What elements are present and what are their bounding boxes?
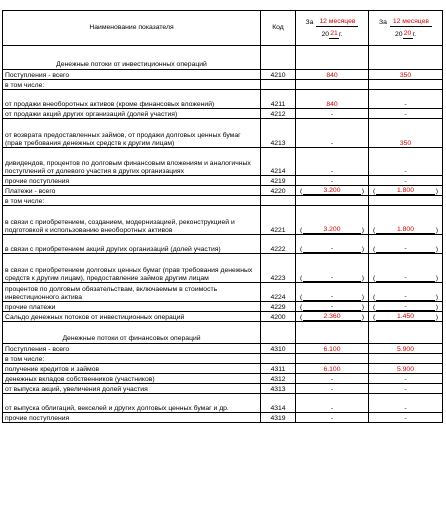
year-value: 20 (403, 29, 412, 37)
value-previous-year: - (369, 176, 443, 186)
value-previous-year (369, 46, 443, 70)
value-current-year (296, 302, 369, 312)
value-current-year: 6.100 (296, 344, 369, 354)
value-previous-year: - (369, 148, 443, 176)
amount: 1.800 (376, 187, 434, 195)
paren-close: ) (435, 303, 438, 311)
row-code (261, 354, 296, 364)
value-previous-year (369, 254, 443, 283)
value-current-year: 840 (296, 70, 369, 80)
paren-close: ) (361, 303, 364, 311)
period-prefix: За (305, 18, 314, 26)
value-current-year (296, 312, 369, 322)
amount: - (303, 303, 360, 311)
row-code: 4200 (261, 312, 296, 322)
amount: - (376, 303, 434, 311)
paren-close: ) (435, 226, 438, 234)
period-length: 12 месяцев (390, 18, 432, 27)
paren-open: ( (373, 187, 376, 195)
value-current-year: - (296, 148, 369, 176)
row-name: Денежные потоки от инвестиционных операций (3, 46, 261, 70)
paren-open: ( (300, 245, 303, 253)
cash-flow-report-table (2, 10, 443, 423)
value-previous-year (369, 186, 443, 196)
row-name: в том числе: (3, 80, 261, 90)
value-current-year (296, 254, 369, 283)
value-current-year: 840 (296, 90, 369, 109)
value-previous-year: - (369, 384, 443, 394)
table-row (3, 176, 443, 186)
table-row (3, 109, 443, 119)
table-row (3, 374, 443, 384)
row-name: в том числе: (3, 196, 261, 206)
paren-close: ) (361, 293, 364, 301)
value-current-year (296, 186, 369, 196)
row-name: прочие поступления (3, 176, 261, 186)
value-current-year: - (296, 394, 369, 413)
value-current-year: - (296, 119, 369, 148)
period-length: 12 месяцев (316, 18, 358, 27)
row-name: Денежные потоки от финансовых операций (3, 322, 261, 344)
value-previous-year (369, 235, 443, 254)
row-code: 4310 (261, 344, 296, 354)
value-previous-year (369, 283, 443, 302)
value-current-year (296, 206, 369, 235)
year-prefix: 20 (394, 30, 403, 38)
value-current-year (296, 283, 369, 302)
paren-open: ( (373, 303, 376, 311)
row-name: в том числе: (3, 354, 261, 364)
row-code: 4314 (261, 394, 296, 413)
paren-open: ( (373, 245, 376, 253)
paren-open: ( (373, 293, 376, 301)
row-code: 4229 (261, 302, 296, 312)
value-current-year (296, 196, 369, 206)
table-row (3, 354, 443, 364)
row-name: дивидендов, процентов по долговым финансовым вложениям и аналогичных поступлений от долевого участия в других организациях (3, 148, 261, 176)
paren-close: ) (435, 274, 438, 282)
row-name: в связи с приобретением, созданием, модернизацией, реконструкцией и подготовкой к использованию внеоборотных активов (3, 206, 261, 235)
row-name: процентов по долговым обязательствам, включаемым в стоимость инвестиционного актива (3, 283, 261, 302)
amount: 3.200 (303, 226, 360, 234)
value-current-year: - (296, 109, 369, 119)
row-code (261, 322, 296, 344)
section-header-row (3, 46, 443, 70)
value-current-year: - (296, 176, 369, 186)
row-name: от продажи акций других организаций (долей участия) (3, 109, 261, 119)
row-code: 4224 (261, 283, 296, 302)
table-row (3, 344, 443, 354)
amount: - (376, 293, 434, 301)
value-previous-year (369, 80, 443, 90)
row-name: получение кредитов и займов (3, 364, 261, 374)
value-previous-year (369, 312, 443, 322)
row-name: прочие платежи (3, 302, 261, 312)
row-code: 4313 (261, 384, 296, 394)
table-header-row (3, 11, 443, 46)
row-name: в связи с приобретением акций других организаций (долей участия) (3, 235, 261, 254)
value-current-year (296, 46, 369, 70)
amount: - (376, 245, 434, 253)
value-previous-year (369, 206, 443, 235)
value-previous-year: - (369, 90, 443, 109)
table-row (3, 283, 443, 302)
paren-open: ( (300, 303, 303, 311)
row-code: 4311 (261, 364, 296, 374)
value-current-year: - (296, 413, 369, 423)
row-name: Сальдо денежных потоков от инвестиционных операций (3, 312, 261, 322)
value-previous-year: - (369, 374, 443, 384)
paren-open: ( (373, 274, 376, 282)
table-row (3, 148, 443, 176)
row-code: 4221 (261, 206, 296, 235)
row-code: 4220 (261, 186, 296, 196)
amount: - (303, 293, 360, 301)
row-name: в связи с приобретением долговых ценных бумаг (прав требования денежных средств к другим лицам), предоставление займов другим лицам (3, 254, 261, 283)
value-previous-year: 5.900 (369, 344, 443, 354)
row-code (261, 80, 296, 90)
row-code: 4219 (261, 176, 296, 186)
value-current-year (296, 235, 369, 254)
amount: - (376, 274, 434, 282)
table-row (3, 312, 443, 322)
row-code: 4212 (261, 109, 296, 119)
paren-open: ( (300, 293, 303, 301)
row-code: 4214 (261, 148, 296, 176)
value-previous-year: - (369, 413, 443, 423)
amount: 1.450 (376, 313, 434, 321)
paren-open: ( (300, 274, 303, 282)
paren-open: ( (373, 226, 376, 234)
value-previous-year: - (369, 109, 443, 119)
row-code: 4210 (261, 70, 296, 80)
value-previous-year (369, 302, 443, 312)
amount: - (303, 274, 360, 282)
row-name: Платежи - всего (3, 186, 261, 196)
code-header: Код (261, 11, 296, 46)
value-current-year (296, 80, 369, 90)
row-name: от выпуска облигаций, векселей и других долговых ценных бумаг и др. (3, 394, 261, 413)
table-row (3, 235, 443, 254)
period-header-previous (369, 11, 443, 46)
row-name: прочие поступления (3, 413, 261, 423)
year-suffix: г. (339, 30, 343, 38)
year-prefix: 20 (321, 30, 329, 38)
paren-open: ( (300, 226, 303, 234)
paren-close: ) (361, 245, 364, 253)
table-row (3, 186, 443, 196)
row-code (261, 46, 296, 70)
section-header-row (3, 322, 443, 344)
table-body (3, 46, 443, 423)
row-name: денежных вкладов собственников (участников) (3, 374, 261, 384)
row-code: 4319 (261, 413, 296, 423)
paren-open: ( (300, 187, 303, 195)
value-previous-year (369, 196, 443, 206)
table-row (3, 196, 443, 206)
table-row (3, 119, 443, 148)
row-name: от возврата предоставленных займов, от продажи долговых ценных бумаг (прав требования денежных средств к другим лицам) (3, 119, 261, 148)
value-current-year (296, 354, 369, 364)
value-previous-year: - (369, 394, 443, 413)
paren-close: ) (361, 313, 364, 321)
value-current-year (296, 322, 369, 344)
paren-close: ) (435, 313, 438, 321)
paren-open: ( (300, 313, 303, 321)
table-row (3, 302, 443, 312)
amount: 2.360 (303, 313, 360, 321)
row-code: 4222 (261, 235, 296, 254)
paren-close: ) (361, 274, 364, 282)
row-code: 4211 (261, 90, 296, 109)
row-name: Поступления - всего (3, 70, 261, 80)
table-row (3, 206, 443, 235)
value-current-year: 6.100 (296, 364, 369, 374)
value-previous-year: 350 (369, 70, 443, 80)
table-row (3, 90, 443, 109)
paren-close: ) (435, 245, 438, 253)
year-suffix: г. (412, 30, 417, 38)
row-code: 4223 (261, 254, 296, 283)
amount: 1.800 (376, 226, 434, 234)
value-current-year: - (296, 374, 369, 384)
row-code: 4312 (261, 374, 296, 384)
value-previous-year (369, 354, 443, 364)
value-current-year: - (296, 384, 369, 394)
period-prefix: За (379, 18, 387, 26)
table-row (3, 384, 443, 394)
paren-close: ) (361, 187, 364, 195)
value-previous-year: 350 (369, 119, 443, 148)
row-name: от продажи внеоборотных активов (кроме финансовых вложений) (3, 90, 261, 109)
table-row (3, 364, 443, 374)
amount: - (303, 245, 360, 253)
paren-open: ( (373, 313, 376, 321)
row-name: Поступления - всего (3, 344, 261, 354)
year-value: 21 (330, 29, 338, 37)
value-previous-year: 5.900 (369, 364, 443, 374)
table-row (3, 394, 443, 413)
amount: 3.200 (303, 187, 360, 195)
table-row (3, 80, 443, 90)
value-previous-year (369, 322, 443, 344)
table-row (3, 70, 443, 80)
indicator-name-header: Наименование показателя (3, 11, 261, 46)
row-name: от выпуска акций, увеличения долей участия (3, 384, 261, 394)
period-header-current (296, 11, 369, 46)
row-code: 4213 (261, 119, 296, 148)
table-row (3, 413, 443, 423)
row-code (261, 196, 296, 206)
paren-close: ) (435, 293, 438, 301)
paren-close: ) (435, 187, 438, 195)
paren-close: ) (361, 226, 364, 234)
table-row (3, 254, 443, 283)
